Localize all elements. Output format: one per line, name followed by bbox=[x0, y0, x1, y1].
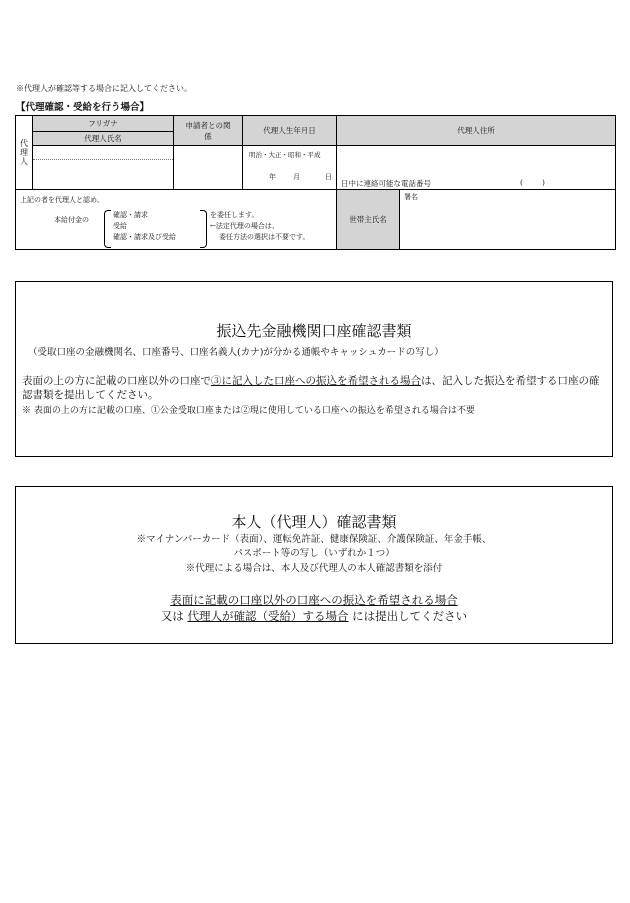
date-year: 年 bbox=[269, 173, 276, 181]
bank-para-underlined: ③に記入した口座への振込を希望される場合 bbox=[211, 375, 421, 387]
right-bracket bbox=[200, 210, 207, 248]
option-both[interactable]: 確認・請求及び受給 bbox=[113, 233, 176, 241]
id-document-box bbox=[15, 486, 613, 644]
id-line5-prefix: 又は bbox=[160, 609, 184, 623]
era-options: 明治・大正・昭和・平成 bbox=[249, 151, 321, 159]
id-line5-suffix: には提出してください bbox=[352, 609, 468, 623]
bank-para-prefix: 表面の上の方に記載の口座以外の口座で bbox=[22, 375, 211, 387]
id-box-line1: ※マイナンバーカード（表面）、運転免許証、健康保険証、介護保険証、年金手帳、 bbox=[136, 534, 492, 545]
legal-note-2: 委任方法の選択は不要です。 bbox=[219, 233, 310, 241]
bank-box-paragraph bbox=[22, 374, 608, 402]
id-box-line3: ※代理による場合は、本人及び代理人の本人確認書類を添付 bbox=[185, 563, 443, 574]
bank-box-title: 振込先金融機関口座確認書類 bbox=[216, 322, 412, 340]
agent-row-label-cell bbox=[16, 116, 33, 190]
bank-box-note: ※ 表面の上の方に記載の口座、①公金受取口座または②現に使用している口座への振込を希望される場合は不要 bbox=[22, 406, 475, 416]
bank-document-box bbox=[15, 281, 613, 457]
date-day: 日 bbox=[325, 173, 332, 181]
signature-cell[interactable] bbox=[400, 190, 616, 250]
delegation-cell bbox=[16, 190, 337, 250]
phone-label: 日中に連絡可能な電話番号 bbox=[341, 179, 431, 188]
address-header: 代理人住所 bbox=[337, 116, 616, 146]
relation-input-cell[interactable] bbox=[174, 146, 243, 190]
signature-label: 署名 bbox=[404, 193, 418, 201]
id-box-line2: パスポート等の写し（いずれか１つ） bbox=[233, 548, 395, 559]
address-input-cell[interactable] bbox=[337, 146, 616, 190]
id-box-title: 本人（代理人）確認書類 bbox=[231, 513, 397, 531]
delegate-suffix: を委任します。 bbox=[210, 211, 259, 219]
option-confirm-request[interactable]: 確認・請求 bbox=[113, 211, 148, 219]
birthdate-header: 代理人生年月日 bbox=[243, 116, 337, 146]
birthdate-input-cell[interactable] bbox=[243, 146, 337, 190]
date-month: 月 bbox=[293, 173, 300, 181]
delegate-line: 上記の者を代理人と認め、 bbox=[20, 196, 104, 204]
agent-name-header: 代理人氏名 bbox=[33, 132, 174, 146]
benefit-prefix: 本給付金の bbox=[54, 216, 89, 224]
id-box-line4 bbox=[16, 592, 612, 608]
relation-label: 申請者との関係 bbox=[185, 120, 231, 141]
householder-header: 世帯主氏名 bbox=[337, 190, 400, 250]
delegation-notes bbox=[210, 210, 309, 243]
left-bracket bbox=[104, 210, 111, 248]
legal-note-1: ←法定代理の場合は、 bbox=[210, 222, 279, 230]
option-receive[interactable]: 受給 bbox=[113, 222, 127, 230]
id-line5-underlined: 代理人が確認（受給）する場合 bbox=[187, 609, 349, 623]
furigana-header: フリガナ bbox=[33, 116, 174, 132]
section-title: 【代理確認・受給を行う場合】 bbox=[16, 102, 150, 113]
phone-paren: ( ) bbox=[520, 178, 545, 187]
options-list bbox=[113, 210, 176, 243]
bank-para-suffix: は、記入した振込を希望する口座の確認書類を提出してください。 bbox=[22, 375, 600, 401]
bank-box-subtitle: （受取口座の金融機関名、口座番号、口座名義人(カナ)が分かる通帳やキャッシュカードの写し） bbox=[28, 347, 444, 358]
id-box-line5 bbox=[16, 608, 612, 624]
agent-row-label: 代理人 bbox=[19, 139, 29, 166]
agent-table bbox=[15, 115, 616, 250]
agent-name-input-cell[interactable] bbox=[33, 146, 174, 190]
id-line4-underlined: 表面に記載の口座以外の口座への振込を希望される場合 bbox=[170, 593, 458, 607]
relation-header bbox=[174, 116, 243, 146]
top-note: ※代理人が確認等する場合に記入してください。 bbox=[16, 84, 192, 93]
